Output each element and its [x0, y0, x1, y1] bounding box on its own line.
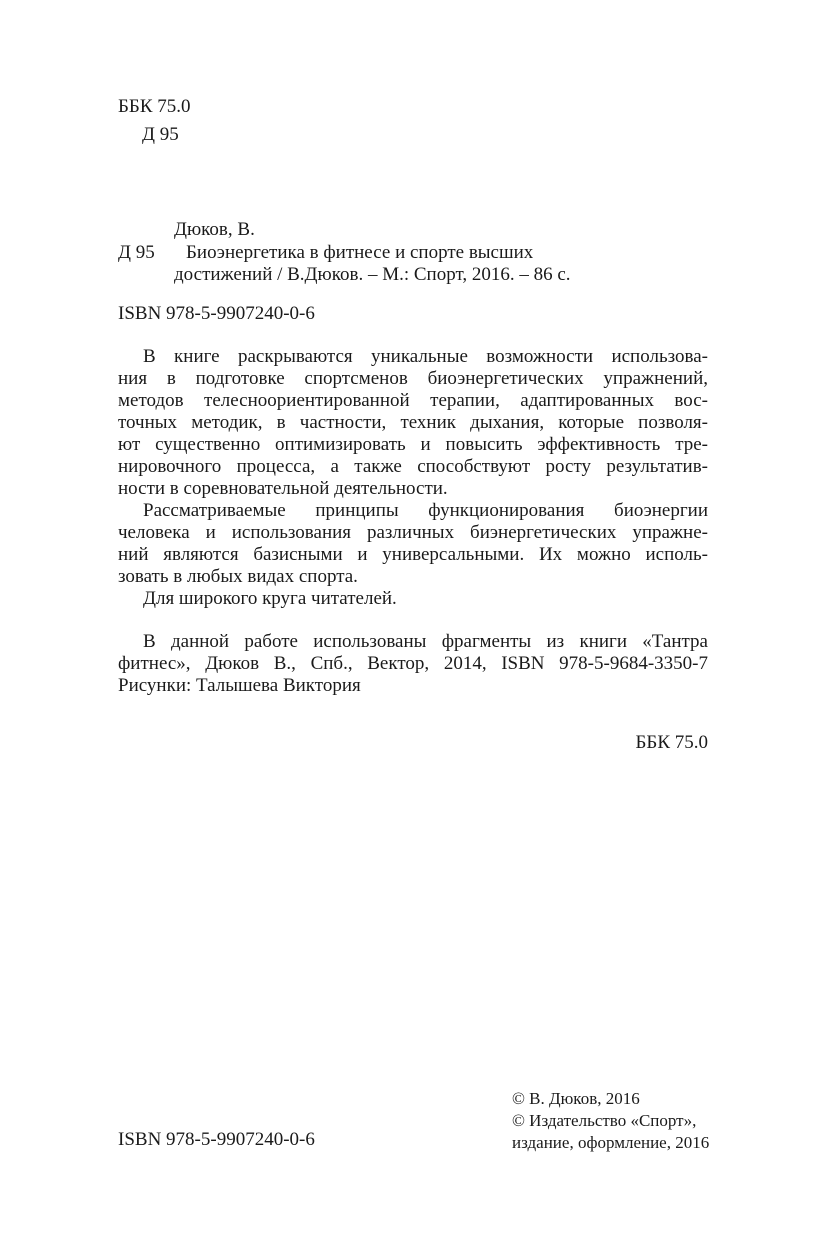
abstract-p1-line: нировочного процесса, а также способствуют росту результатив- [118, 456, 708, 477]
abstract-p1-line: методов телесноориентированной терапии, адаптированных вос- [118, 390, 708, 411]
abstract-p2-line: зовать в любых видах спорта. [118, 566, 358, 587]
abstract-p1-line: В книге раскрываются уникальные возможности использова- [143, 346, 708, 367]
bbk-code: ББК 75.0 [118, 96, 191, 117]
copyright-edition: издание, оформление, 2016 [512, 1133, 710, 1152]
catalog-code: Д 95 [118, 242, 155, 263]
abstract-p1-line: ния в подготовке спортсменов биоэнергетических упражнений, [118, 368, 708, 389]
catalog-title-line-2: достижений / В.Дюков. – М.: Спорт, 2016. – 86 с. [174, 264, 571, 285]
bbk-code-right: ББК 75.0 [635, 732, 708, 753]
abstract-p1-line: ности в соревновательной деятельности. [118, 478, 448, 499]
catalog-title-line-1: Биоэнергетика в фитнесе и спорте высших [186, 242, 534, 263]
copyright-author: © В. Дюков, 2016 [512, 1089, 640, 1108]
abstract-p2-line: ний являются базисными и универсальными. Их можно исполь- [118, 544, 708, 565]
abstract-p2-line: человека и использования различных биэнергетических упражне- [118, 522, 708, 543]
isbn-footer: ISBN 978-5-9907240-0-6 [118, 1129, 315, 1150]
illustrations-credit: Рисунки: Талышева Виктория [118, 675, 361, 696]
sources-line: В данной работе использованы фрагменты из книги «Тантра [143, 631, 708, 652]
abstract-p1-line: ют существенно оптимизировать и повысить эффективность тре- [118, 434, 708, 455]
copyright-publisher: © Издательство «Спорт», [512, 1111, 697, 1130]
abstract-p2-line: Рассматриваемые принципы функционирования биоэнергии [143, 500, 708, 521]
author-mark: Д 95 [142, 124, 179, 145]
sources-line: фитнес», Дюков В., Спб., Вектор, 2014, ISBN 978-5-9684-3350-7 [118, 653, 708, 674]
isbn-top: ISBN 978-5-9907240-0-6 [118, 303, 315, 324]
audience-line: Для широкого круга читателей. [143, 588, 397, 609]
abstract-p1-line: точных методик, в частности, техник дыхания, которые позволя- [118, 412, 708, 433]
catalog-author: Дюков, В. [174, 219, 255, 240]
